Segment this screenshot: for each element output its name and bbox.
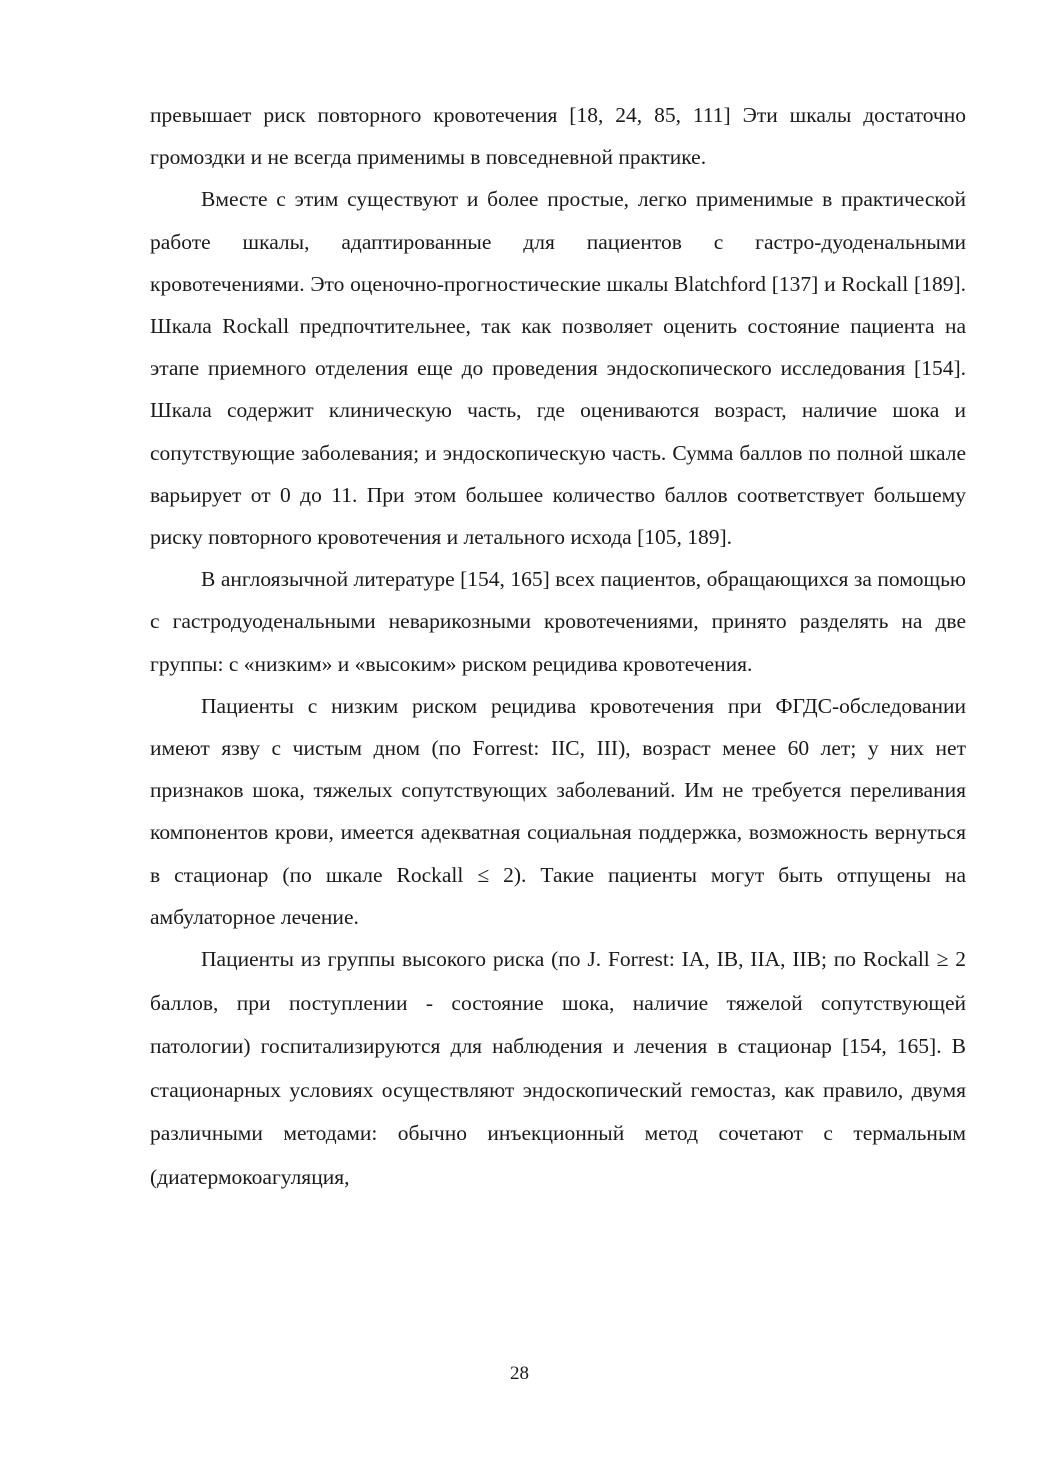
paragraph-continuation: превышает риск повторного кровотечения [18, 24, 85, 111] Эти шкалы достаточно громоздки и не всегда применимы в повседневной практике. [150,103,966,170]
page-number: 28 [510,1363,529,1384]
paragraph-risk-groups: В англоязычной литературе [154, 165] всех пациентов, обращающихся за помощью с гастродуоденальными неварикозными кровотечениями, принято разделять на две группы: с «низким» и «высоким» риском рецидива кровотечения. [150,567,966,676]
paragraph-high-risk: Пациенты из группы высокого риска (по J. Forrest: IA, IB, IIA, IIB; по Rockall ≥ 2 баллов, при поступлении - состояние шока, наличие тяжелой сопутствующей патологии) госпитализируются для наблюдения и лечения в стационар [154, 165]. В стационарных условиях осуществляют эндоскопический гемостаз, как правило, двумя различными методами: обычно инъекционный метод сочетают с термальным (диатермокоагуляция, [150,947,966,1189]
paragraph-scales: Вместе с этим существуют и более простые, легко применимые в практической работе шкалы, адаптированные для пациентов с гастро-дуоденальными кровотечениями. Это оценочно-прогностические шкалы Blatchford [137] и Rockall [189]. Шкала Rockall предпочтительнее, так как позволяет оценить состояние пациента на этапе приемного отделения еще до проведения эндоскопического исследования [154]. Шкала содержит клиническую часть, где оцениваются возраст, наличие шока и сопутствующие заболевания; и эндоскопическую часть. Сумма баллов по полной шкале варьирует от 0 до 11. При этом большее количество баллов соответствует большему риску повторного кровотечения и летального исхода [105, 189]. [150,187,966,550]
paragraph-low-risk: Пациенты с низким риском рецидива кровотечения при ФГДС-обследовании имеют язву с чистым дном (по Forrest: IIC, III), возраст менее 60 лет; у них нет признаков шока, тяжелых сопутствующих заболеваний. Им не требуется переливания компонентов крови, имеется адекватная социальная поддержка, возможность вернуться в стационар (по шкале Rockall ≤ 2). Такие пациенты могут быть отпущены на амбулаторное лечение. [150,693,966,929]
page-body-text [150,94,966,1199]
